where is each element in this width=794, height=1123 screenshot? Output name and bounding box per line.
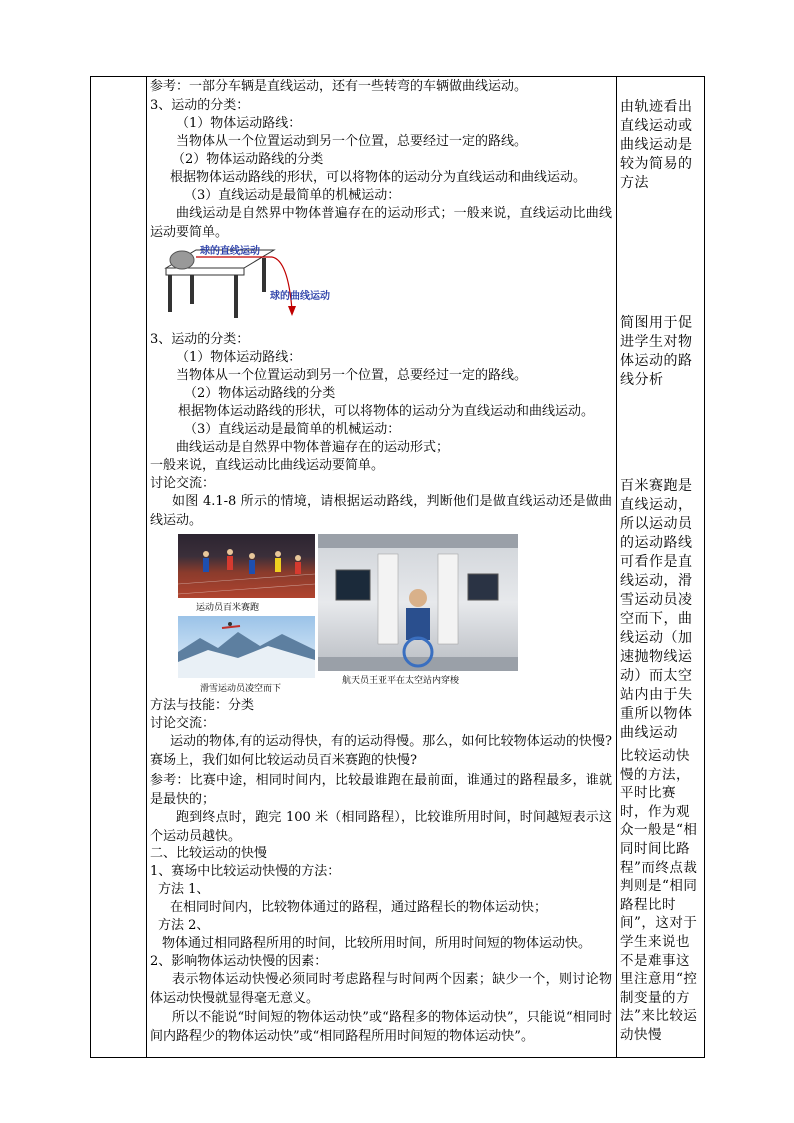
text-paragraph: 所以不能说“时间短的物体运动快”或“路程多的物体运动快”，只能说“相同时间内路程少的物体运动快”或“相同路程所用时间短的物体运动快”。: [150, 1010, 612, 1044]
method-skill: 方法与技能：分类: [150, 698, 255, 713]
text-paragraph: 运动的物体,有的运动得快，有的运动得慢。那么，如何比较物体运动的快慢?赛场上，我们如何比较运动员百米赛跑的快慢?: [150, 734, 612, 768]
text-line: 当物体从一个位置运动到另一个位置，总要经过一定的路线。: [176, 134, 528, 149]
note-compare-speed: 比较运动快慢的方法，平时比赛时，作为观众一般是“相同时间比路程”而终点裁判则是“相同路程比时间”，这对于学生来说也不是难事这里注意用“控制变量的方法”来比较运动快慢: [620, 748, 698, 1043]
column-divider-1: [146, 77, 147, 1057]
note-trajectory: 由轨迹看出直线运动或曲线运动是较为简易的方法: [620, 99, 693, 191]
curved-path-arrow: [272, 257, 292, 310]
caption-sprint: 运动员百米赛跑: [196, 603, 260, 613]
subheading: 2、影响物体运动快慢的因素：: [150, 954, 328, 969]
mountain-icon: [178, 616, 315, 678]
text-line: 根据物体运动路线的形状，可以将物体的运动分为直线运动和曲线运动。: [170, 170, 587, 185]
text-line: 根据物体运动路线的形状，可以将物体的运动分为直线运动和曲线运动。: [178, 404, 595, 419]
subheading: （1）物体运动路线：: [176, 350, 302, 365]
note-motion-types: 百米赛跑是直线运动，所以运动员的运动路线可看作是直线运动，滑雪运动员凌空而下，曲线运动（加速抛物线运动）而太空站内由于失重所以物体曲线运动: [620, 478, 693, 741]
text-line: 物体通过相同路程所用的时间，比较所用时间，所用时间短的物体运动快。: [162, 936, 592, 951]
figure-label-straight: 球的直线运动: [200, 246, 260, 257]
table-ball-figure: [160, 240, 360, 324]
section-heading: 3、运动的分类：: [150, 332, 250, 347]
sprint-photo: [178, 534, 315, 598]
space-station-photo: [318, 534, 518, 671]
subheading: （3）直线运动是最简单的机械运动：: [184, 188, 401, 203]
text-paragraph: 跑到终点时，跑完 100 米（相同路程），比较谁所用时间，时间越短表示这个运动员越快。: [150, 810, 612, 844]
text-line: 当物体从一个位置运动到另一个位置，总要经过一定的路线。: [176, 368, 528, 383]
caption-ski: 滑雪运动员凌空而下: [200, 684, 282, 694]
subheading: （2）物体运动路线的分类: [172, 152, 324, 167]
subheading: （2）物体运动路线的分类: [184, 386, 336, 401]
space-station-icon: [318, 534, 518, 671]
text-line: 曲线运动是自然界中物体普遍存在的运动形式；: [176, 440, 450, 455]
section-heading: 3、运动的分类：: [150, 98, 250, 113]
table-edge: [166, 268, 244, 275]
figure-label-curved: 球的曲线运动: [270, 291, 330, 302]
section-heading: 二、比较运动的快慢: [150, 846, 268, 861]
text-line: 一般来说，直线运动比曲线运动要简单。: [150, 458, 385, 473]
method-label: 方法 1、: [158, 882, 210, 897]
arrow-head-icon: [288, 306, 296, 316]
method-label: 方法 2、: [158, 918, 210, 933]
caption-astronaut: 航天员王亚平在太空站内穿梭: [342, 676, 460, 686]
discussion-heading: 讨论交流：: [150, 716, 216, 731]
text-paragraph: 曲线运动是自然界中物体普遍存在的运动形式；一般来说，直线运动比曲线运动要简单。: [150, 206, 612, 240]
runners-icon: [178, 534, 315, 598]
text-paragraph: 参考：比赛中途，相同时间内，比较最谁跑在最前面，谁通过的路程最多，谁就是最快的；: [150, 773, 612, 807]
discussion-heading: 讨论交流：: [150, 476, 216, 491]
text-line: 在相同时间内，比较物体通过的路程，通过路程长的物体运动快；: [170, 900, 548, 915]
subheading: 1、赛场中比较运动快慢的方法：: [150, 864, 341, 879]
subheading: （3）直线运动是最简单的机械运动：: [184, 422, 401, 437]
note-diagram: 简图用于促进学生对物体运动的路线分析: [620, 315, 693, 388]
ball-icon: [170, 251, 194, 269]
column-divider-2: [616, 77, 617, 1057]
text-paragraph: 如图 4.1-8 所示的情境，请根据运动路线，判断他们是做直线运动还是做曲线运动。: [150, 494, 612, 528]
subheading: （1）物体运动路线：: [176, 116, 302, 131]
ski-photo: [178, 616, 315, 678]
text-paragraph: 表示物体运动快慢必须同时考虑路程与时间两个因素；缺少一个，则讨论物体运动快慢就显得毫无意义。: [150, 972, 612, 1006]
reference-line: 参考：一部分车辆是直线运动，还有一些转弯的车辆做曲线运动。: [150, 79, 528, 94]
